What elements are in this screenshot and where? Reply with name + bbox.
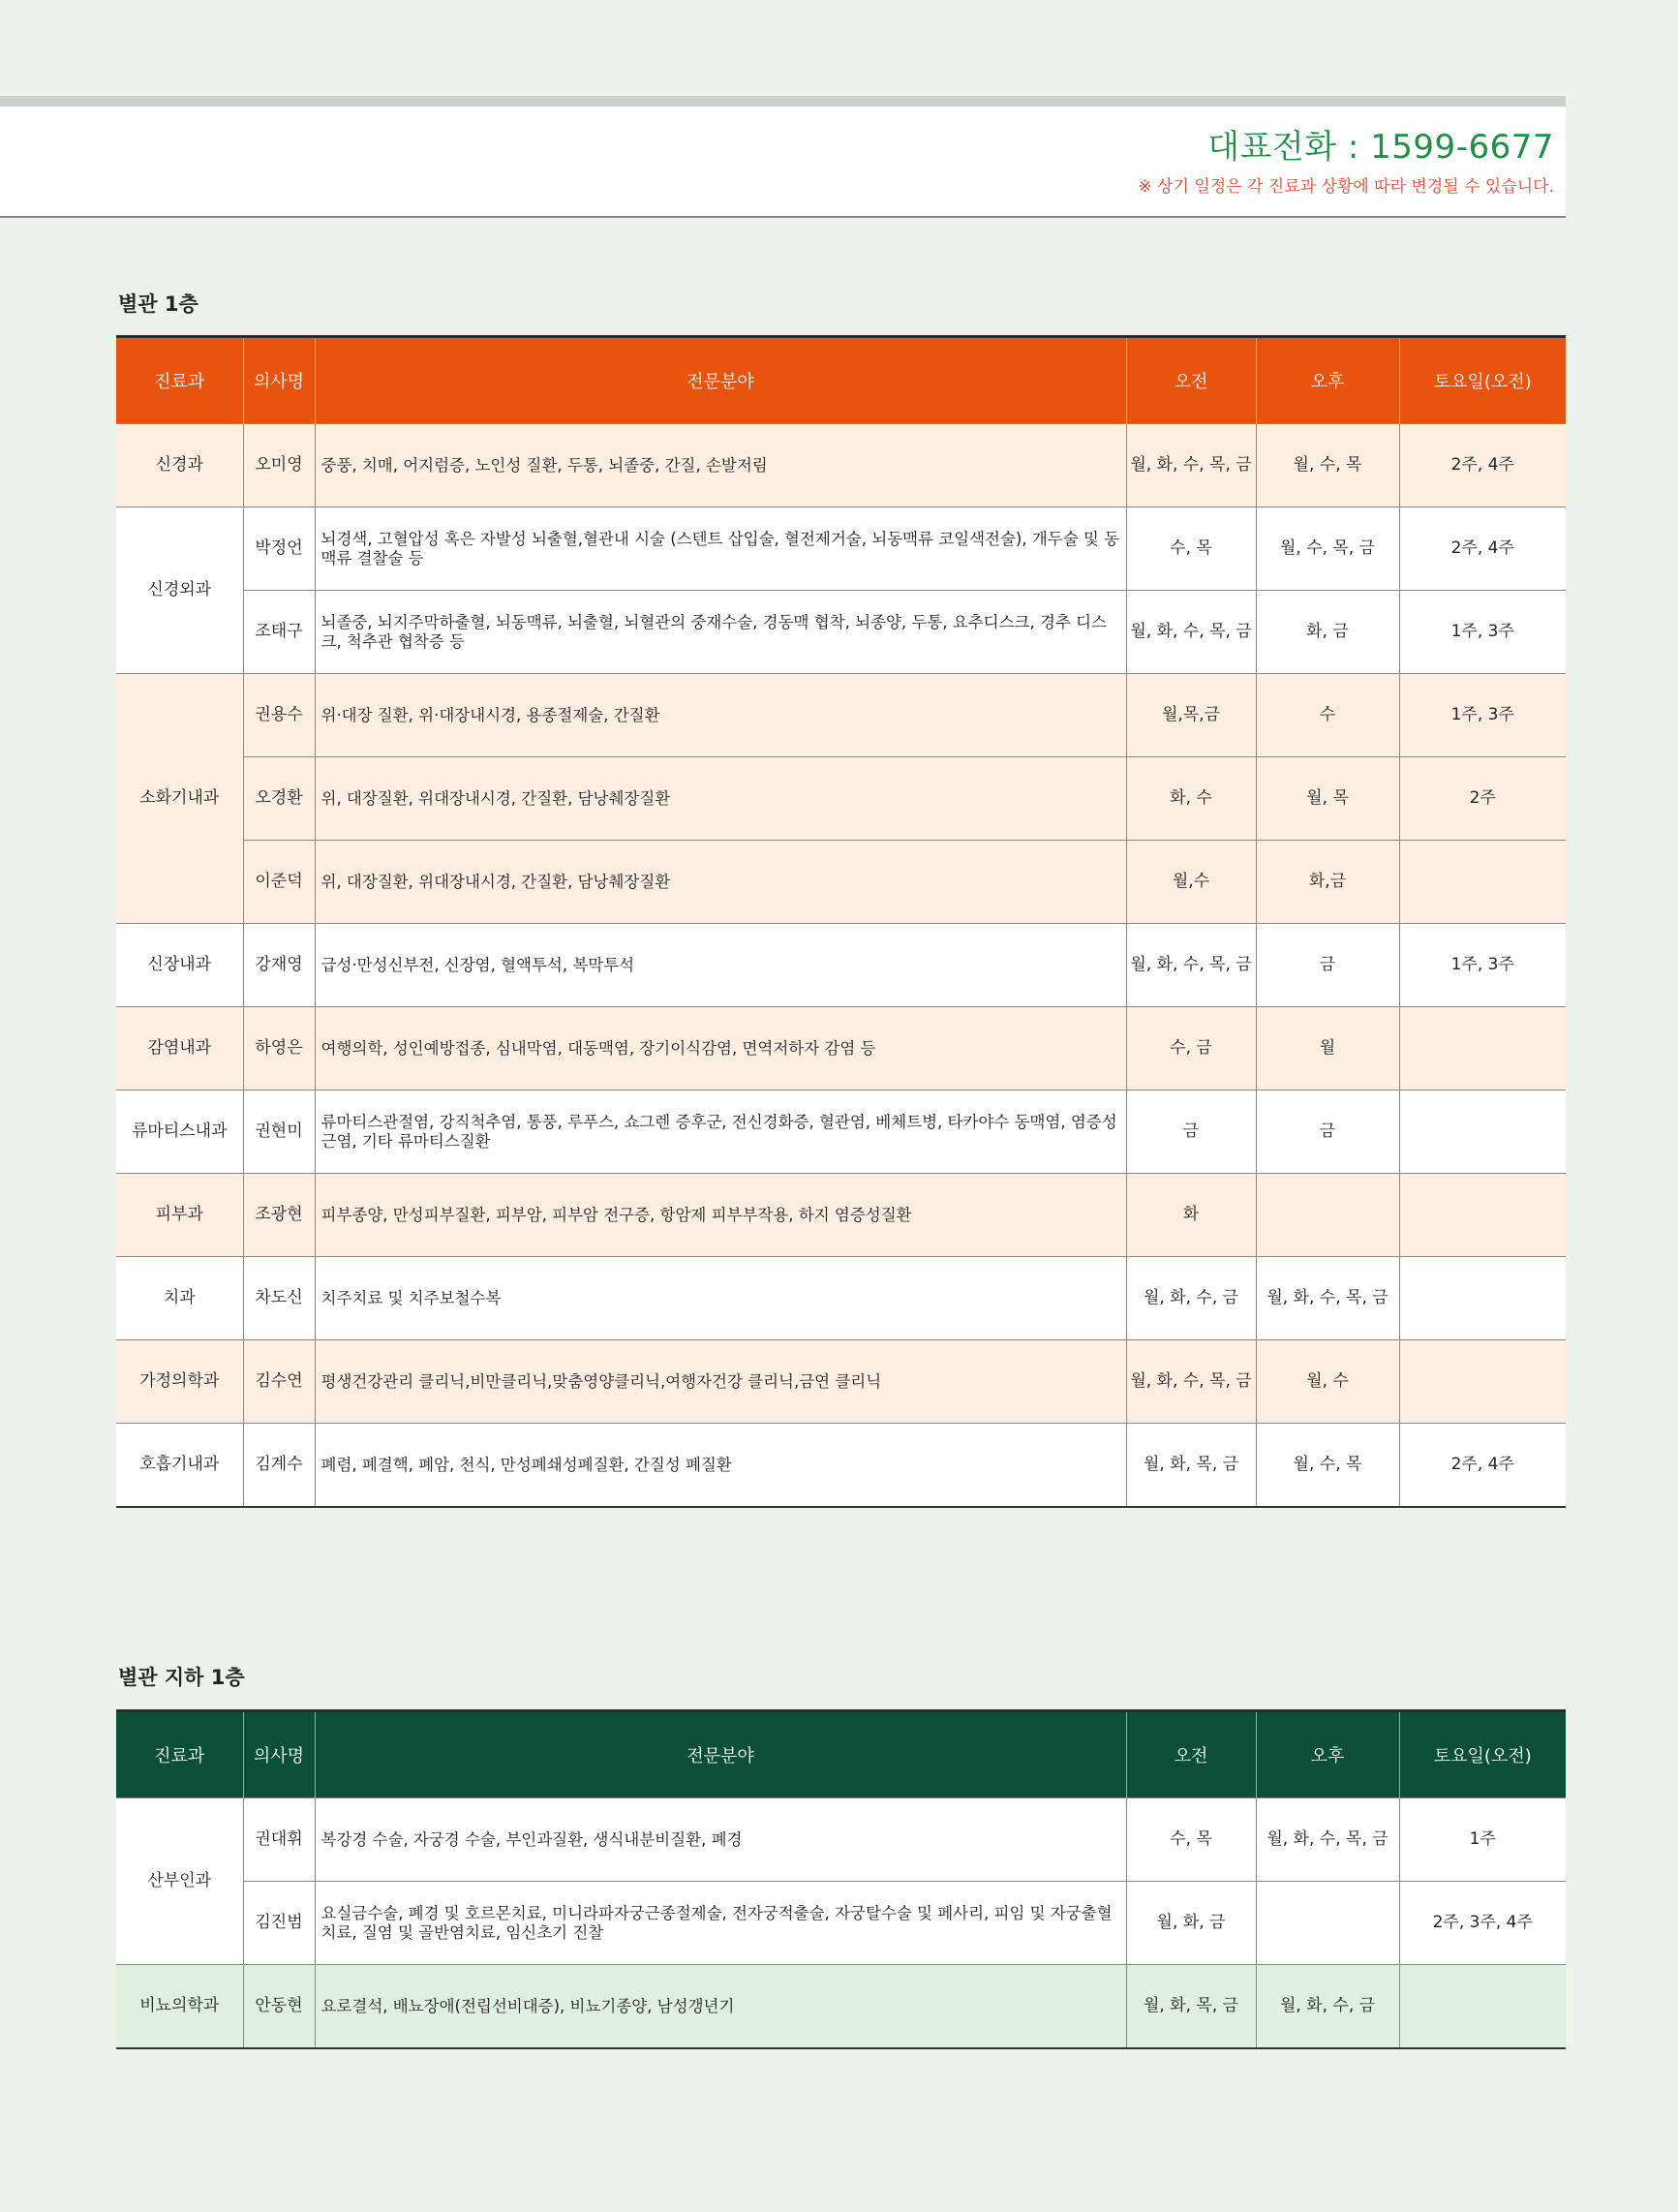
specialty-cell: 위, 대장질환, 위대장내시경, 간질환, 담낭췌장질환: [315, 757, 1126, 841]
schedule-change-notice: ※ 상기 일정은 각 진료과 상황에 따라 변경될 수 있습니다.: [1138, 177, 1554, 197]
specialty-cell: 치주치료 및 치주보철수복: [315, 1257, 1126, 1340]
afternoon-cell: 월, 화, 수, 금: [1256, 1965, 1399, 2049]
dept-cell: 비뇨의학과: [116, 1965, 243, 2049]
afternoon-cell: 월, 화, 수, 목, 금: [1256, 1798, 1399, 1882]
afternoon-cell: 수: [1256, 674, 1399, 757]
specialty-cell: 중풍, 치매, 어지럼증, 노인성 질환, 두통, 뇌졸중, 간질, 손발저림: [315, 424, 1126, 507]
saturday-cell: 1주, 3주: [1399, 924, 1566, 1007]
saturday-cell: 1주: [1399, 1798, 1566, 1882]
doctor-cell: 오경환: [243, 757, 315, 841]
specialty-cell: 뇌경색, 고혈압성 혹은 자발성 뇌출혈,혈관내 시술 (스텐트 삽입술, 혈전제거술, 뇌동맥류 코일색전술), 개두술 및 동맥류 결찰술 등: [315, 507, 1126, 591]
afternoon-cell: 월, 수: [1256, 1340, 1399, 1424]
header-panel: [0, 107, 1566, 218]
col-header-doctor: 의사명: [243, 1711, 315, 1798]
afternoon-cell: 월, 화, 수, 목, 금: [1256, 1257, 1399, 1340]
saturday-cell: [1399, 841, 1566, 924]
morning-cell: 월,목,금: [1126, 674, 1256, 757]
afternoon-cell: 월, 수, 목: [1256, 424, 1399, 507]
dept-cell: 피부과: [116, 1174, 243, 1257]
doctor-cell: 조광현: [243, 1174, 315, 1257]
table-row: [116, 1965, 1566, 2049]
afternoon-cell: 금: [1256, 924, 1399, 1007]
morning-cell: 월, 화, 수, 금: [1126, 1257, 1256, 1340]
specialty-cell: 요로결석, 배뇨장애(전립선비대증), 비뇨기종양, 남성갱년기: [315, 1965, 1126, 2049]
dept-cell: 신경과: [116, 424, 243, 507]
col-header-specialty: 전문분야: [315, 337, 1126, 424]
saturday-cell: 1주, 3주: [1399, 674, 1566, 757]
specialty-cell: 류마티스관절염, 강직척추염, 통풍, 루푸스, 쇼그렌 증후군, 전신경화증, 혈관염, 베체트병, 타카야수 동맥염, 염증성 근염, 기타 류마티스질환: [315, 1091, 1126, 1174]
morning-cell: 월, 화, 목, 금: [1126, 1965, 1256, 2049]
saturday-cell: 2주, 4주: [1399, 424, 1566, 507]
main-phone-number: 대표전화 : 1599-6677: [1207, 128, 1554, 167]
afternoon-cell: [1256, 1174, 1399, 1257]
saturday-cell: 2주, 4주: [1399, 1424, 1566, 1508]
col-header-afternoon: 오후: [1256, 337, 1399, 424]
col-header-morning: 오전: [1126, 337, 1256, 424]
section-title-annex-b1: 별관 지하 1층: [118, 1666, 245, 1689]
afternoon-cell: 화, 금: [1256, 591, 1399, 674]
table-row: [116, 841, 1566, 924]
afternoon-cell: 금: [1256, 1091, 1399, 1174]
specialty-cell: 급성·만성신부전, 신장염, 혈액투석, 복막투석: [315, 924, 1126, 1007]
morning-cell: 월, 화, 수, 목, 금: [1126, 1340, 1256, 1424]
morning-cell: 월, 화, 목, 금: [1126, 1424, 1256, 1508]
doctor-cell: 조태구: [243, 591, 315, 674]
specialty-cell: 피부종양, 만성피부질환, 피부암, 피부암 전구증, 항암제 피부부작용, 하지 염증성질환: [315, 1174, 1126, 1257]
doctor-cell: 권대휘: [243, 1798, 315, 1882]
dept-cell: 소화기내과: [116, 674, 243, 924]
afternoon-cell: 화,금: [1256, 841, 1399, 924]
col-header-doctor: 의사명: [243, 337, 315, 424]
doctor-cell: 김계수: [243, 1424, 315, 1508]
doctor-cell: 김진범: [243, 1882, 315, 1965]
table-header-row: [116, 1711, 1566, 1798]
doctor-cell: 안동현: [243, 1965, 315, 2049]
specialty-cell: 폐렴, 폐결핵, 폐암, 천식, 만성폐쇄성폐질환, 간질성 폐질환: [315, 1424, 1126, 1508]
morning-cell: 수, 목: [1126, 1798, 1256, 1882]
table-row: [116, 1340, 1566, 1424]
doctor-cell: 권현미: [243, 1091, 315, 1174]
doctor-cell: 하영은: [243, 1007, 315, 1091]
saturday-cell: 2주, 4주: [1399, 507, 1566, 591]
dept-cell: 산부인과: [116, 1798, 243, 1965]
doctor-cell: 박정언: [243, 507, 315, 591]
saturday-cell: [1399, 1257, 1566, 1340]
col-header-saturday: 토요일(오전): [1399, 337, 1566, 424]
specialty-cell: 뇌졸중, 뇌지주막하출혈, 뇌동맥류, 뇌출혈, 뇌혈관의 중재수술, 경동맥 협착, 뇌종양, 두통, 요추디스크, 경추 디스크, 척추관 협착증 등: [315, 591, 1126, 674]
specialty-cell: 복강경 수술, 자궁경 수술, 부인과질환, 생식내분비질환, 폐경: [315, 1798, 1126, 1882]
morning-cell: 월, 화, 수, 목, 금: [1126, 424, 1256, 507]
table-row: [116, 1174, 1566, 1257]
table-row: [116, 1798, 1566, 1882]
specialty-cell: 여행의학, 성인예방접종, 심내막염, 대동맥염, 장기이식감염, 면역저하자 감염 등: [315, 1007, 1126, 1091]
doctor-cell: 김수연: [243, 1340, 315, 1424]
table-row: [116, 757, 1566, 841]
saturday-cell: [1399, 1340, 1566, 1424]
saturday-cell: 1주, 3주: [1399, 591, 1566, 674]
saturday-cell: [1399, 1965, 1566, 2049]
saturday-cell: [1399, 1091, 1566, 1174]
dept-cell: 신경외과: [116, 507, 243, 674]
morning-cell: 월,수: [1126, 841, 1256, 924]
afternoon-cell: 월, 수, 목, 금: [1256, 507, 1399, 591]
dept-cell: 호흡기내과: [116, 1424, 243, 1508]
table-row: [116, 1091, 1566, 1174]
afternoon-cell: [1256, 1882, 1399, 1965]
dept-cell: 류마티스내과: [116, 1091, 243, 1174]
col-header-dept: 진료과: [116, 337, 243, 424]
dept-cell: 감염내과: [116, 1007, 243, 1091]
afternoon-cell: 월, 수, 목: [1256, 1424, 1399, 1508]
morning-cell: 금: [1126, 1091, 1256, 1174]
dept-cell: 신장내과: [116, 924, 243, 1007]
table-row: [116, 507, 1566, 591]
doctor-cell: 오미영: [243, 424, 315, 507]
table-row: [116, 591, 1566, 674]
specialty-cell: 위, 대장질환, 위대장내시경, 간질환, 담낭췌장질환: [315, 841, 1126, 924]
saturday-cell: [1399, 1174, 1566, 1257]
doctor-cell: 강재영: [243, 924, 315, 1007]
table-row: [116, 1007, 1566, 1091]
table-row: [116, 1257, 1566, 1340]
col-header-morning: 오전: [1126, 1711, 1256, 1798]
table-row: [116, 1882, 1566, 1965]
morning-cell: 화, 수: [1126, 757, 1256, 841]
afternoon-cell: 월: [1256, 1007, 1399, 1091]
saturday-cell: [1399, 1007, 1566, 1091]
section-title-annex-1f: 별관 1층: [118, 292, 198, 316]
afternoon-cell: 월, 목: [1256, 757, 1399, 841]
morning-cell: 월, 화, 금: [1126, 1882, 1256, 1965]
col-header-dept: 진료과: [116, 1711, 243, 1798]
saturday-cell: 2주: [1399, 757, 1566, 841]
col-header-saturday: 토요일(오전): [1399, 1711, 1566, 1798]
specialty-cell: 평생건강관리 클리닉,비만클리닉,맞춤영양클리닉,여행자건강 클리닉,금연 클리닉: [315, 1340, 1126, 1424]
doctor-cell: 차도신: [243, 1257, 315, 1340]
doctor-cell: 권용수: [243, 674, 315, 757]
doctor-cell: 이준덕: [243, 841, 315, 924]
schedule-table-annex-b1: [116, 1709, 1566, 2049]
top-divider-bar: [0, 96, 1566, 107]
table-row: [116, 1424, 1566, 1508]
col-header-afternoon: 오후: [1256, 1711, 1399, 1798]
saturday-cell: 2주, 3주, 4주: [1399, 1882, 1566, 1965]
specialty-cell: 위·대장 질환, 위·대장내시경, 용종절제술, 간질환: [315, 674, 1126, 757]
specialty-cell: 요실금수술, 폐경 및 호르몬치료, 미니라파자궁근종절제술, 전자궁적출술, 자궁탈수술 및 페사리, 피임 및 자궁출혈 치료, 질염 및 골반염치료, 임신초기 진찰: [315, 1882, 1126, 1965]
table-row: [116, 924, 1566, 1007]
morning-cell: 월, 화, 수, 목, 금: [1126, 924, 1256, 1007]
morning-cell: 월, 화, 수, 목, 금: [1126, 591, 1256, 674]
col-header-specialty: 전문분야: [315, 1711, 1126, 1798]
table-row: [116, 674, 1566, 757]
morning-cell: 수, 금: [1126, 1007, 1256, 1091]
table-row: [116, 424, 1566, 507]
dept-cell: 가정의학과: [116, 1340, 243, 1424]
morning-cell: 수, 목: [1126, 507, 1256, 591]
dept-cell: 치과: [116, 1257, 243, 1340]
table-header-row: [116, 337, 1566, 424]
morning-cell: 화: [1126, 1174, 1256, 1257]
schedule-table-annex-1f: [116, 335, 1566, 1508]
